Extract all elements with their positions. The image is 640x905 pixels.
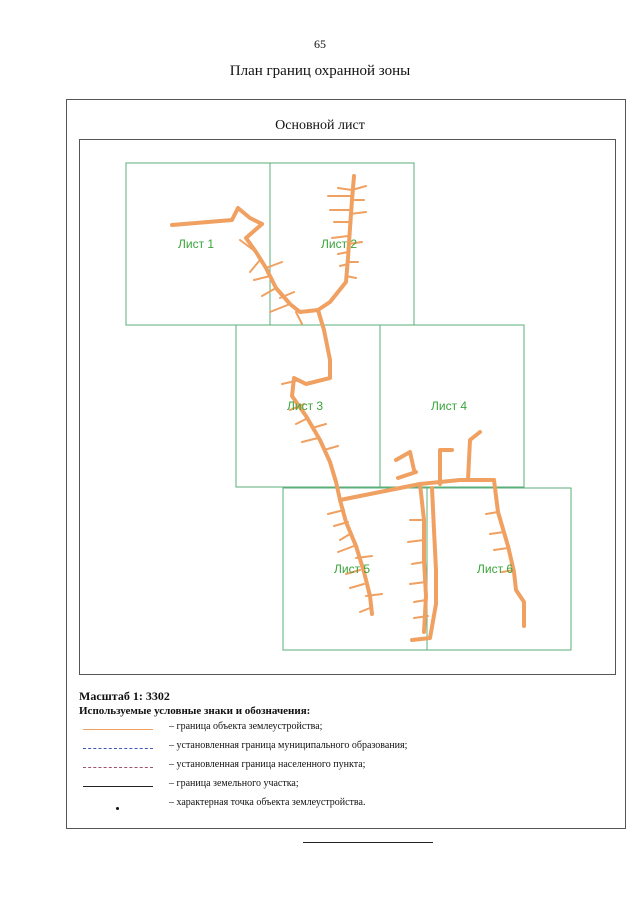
sheet-2-label[interactable]: Лист 2: [321, 237, 358, 251]
legend-item-municipal-boundary: [79, 740, 619, 759]
point-icon: [116, 807, 119, 810]
sheet-5-label[interactable]: Лист 5: [334, 562, 371, 576]
zone-main-corridor: [246, 224, 372, 614]
legend-item-parcel-boundary: [79, 778, 619, 797]
purple-dash-line-icon: [83, 767, 153, 768]
legend-item-settlement-boundary: [79, 759, 619, 778]
sheet-3-label[interactable]: Лист 3: [287, 399, 324, 413]
orange-line-icon: [83, 729, 153, 730]
zone-west-branch: [172, 208, 262, 225]
page-title: План границ охранной зоны: [229, 63, 411, 79]
zone-east-branch: [494, 480, 524, 626]
bottom-divider: [303, 842, 433, 843]
legend-item-characteristic-point: [79, 797, 619, 816]
black-line-icon: [83, 786, 153, 787]
legend-item-label: – граница земельного участка;: [169, 778, 299, 789]
sheet-6-label[interactable]: Лист 6: [477, 562, 514, 576]
blue-dash-line-icon: [83, 748, 153, 749]
map-scale: Масштаб 1: 3302: [79, 689, 170, 703]
zone-cross-line: [340, 480, 494, 500]
zone-upper-east: [396, 432, 480, 484]
legend-item-object-boundary: [79, 721, 619, 740]
legend-item-label: – характерная точка объекта землеустройства.: [169, 797, 366, 808]
legend-item-label: – установленная граница населенного пункта;: [169, 759, 366, 770]
legend-heading: Используемые условные знаки и обозначения:: [79, 705, 311, 717]
legend-item-label: – установленная граница муниципального образования;: [169, 740, 408, 751]
page-number: 65: [314, 37, 326, 51]
map-legend: [79, 689, 619, 816]
zone-side-branches: [240, 186, 514, 618]
legend-item-label: – граница объекта землеустройства;: [169, 721, 323, 732]
map-title: Основной лист: [275, 118, 365, 133]
zone-south-line-1: [420, 484, 426, 632]
sheet-1-label[interactable]: Лист 1: [178, 237, 215, 251]
sheet-4-label[interactable]: Лист 4: [431, 399, 468, 413]
